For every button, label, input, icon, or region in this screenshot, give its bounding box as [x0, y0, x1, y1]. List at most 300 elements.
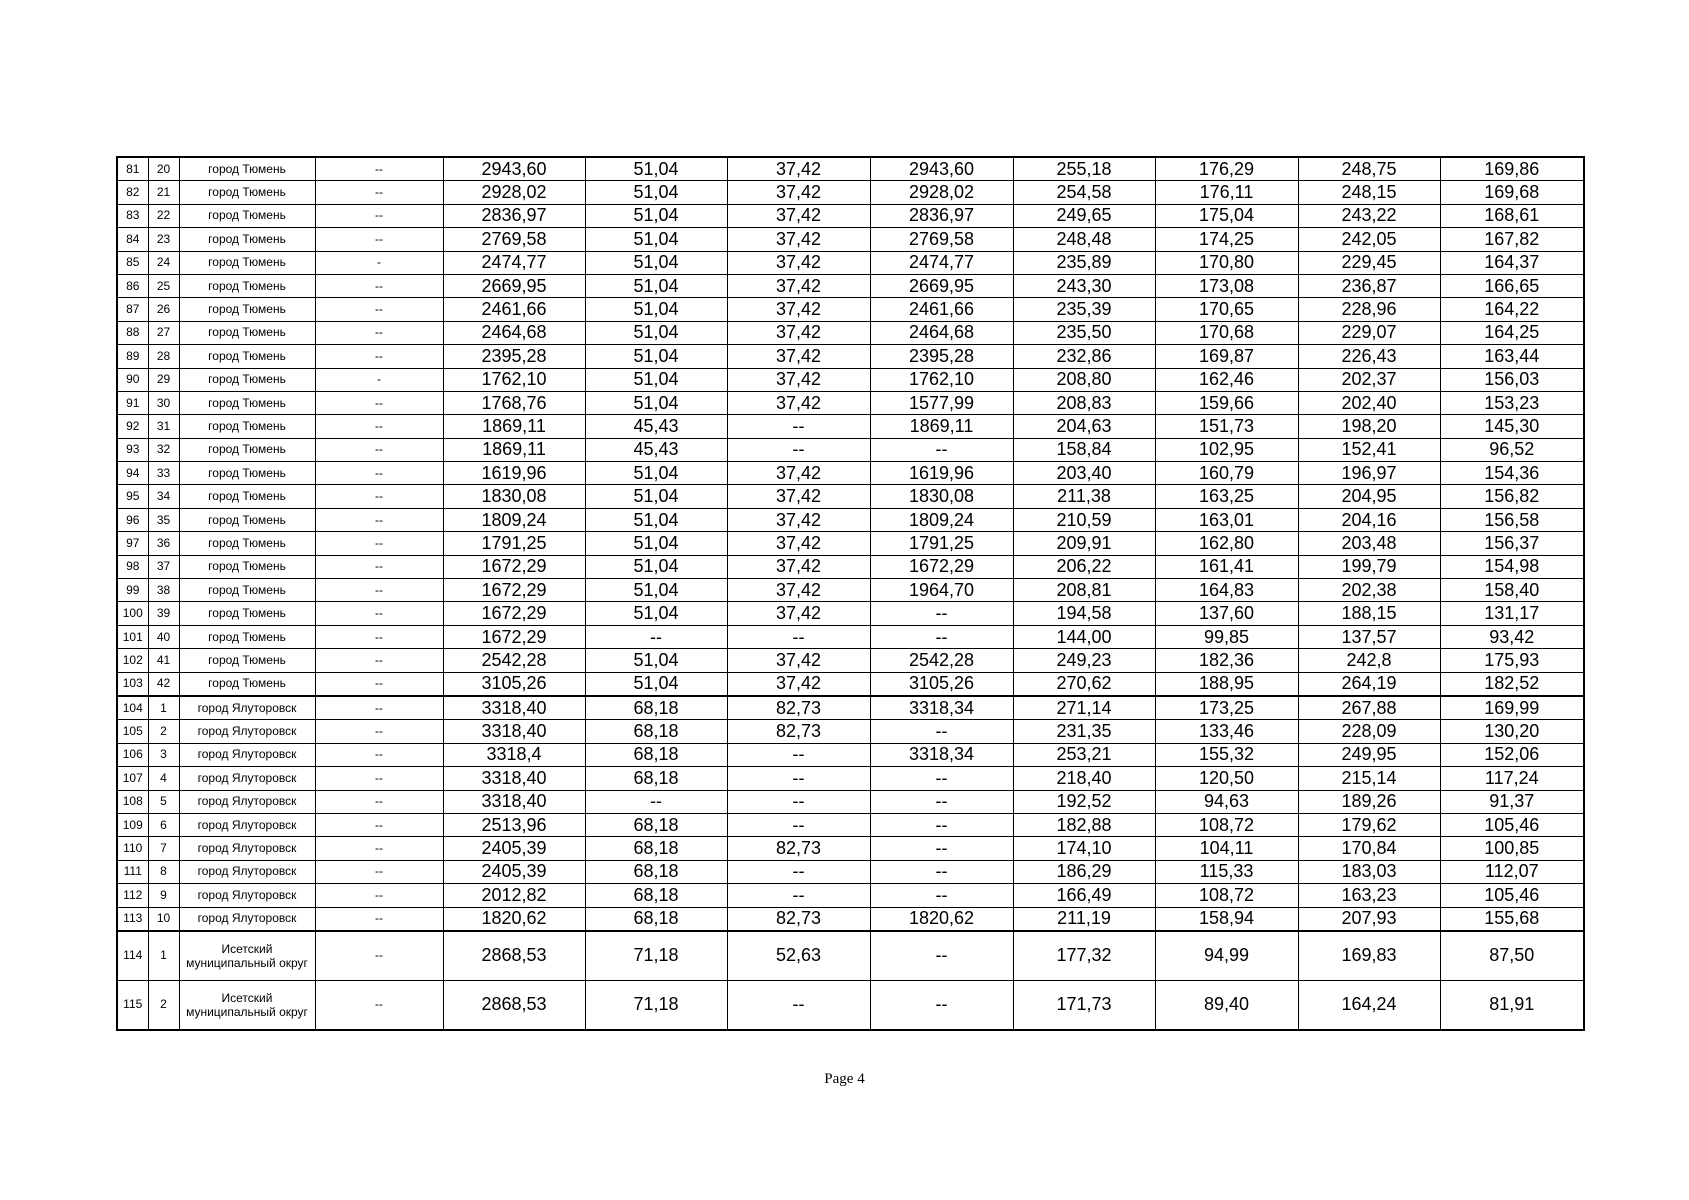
cell-dash-value: --	[315, 579, 443, 602]
cell-row-number: 114	[117, 931, 148, 981]
cell-place-name: город Тюмень	[179, 485, 315, 508]
table-body	[117, 157, 1584, 1030]
cell-value-4: 1577,99	[870, 391, 1013, 414]
cell-sub-number: 21	[148, 181, 179, 204]
cell-sub-number: 34	[148, 485, 179, 508]
cell-sub-number: 28	[148, 345, 179, 368]
cell-dash-value: --	[315, 181, 443, 204]
cell-value-1: 3318,40	[443, 720, 585, 743]
cell-place-name: Исетский муниципальный округ	[179, 931, 315, 981]
cell-value-2: --	[585, 790, 727, 813]
cell-value-5: 235,50	[1013, 321, 1155, 344]
cell-row-number: 83	[117, 204, 148, 227]
cell-dash-value: --	[315, 298, 443, 321]
cell-value-3: 37,42	[727, 228, 870, 251]
cell-value-1: 1869,11	[443, 438, 585, 461]
cell-dash-value: --	[315, 884, 443, 907]
cell-row-number: 85	[117, 251, 148, 274]
cell-value-2: 51,04	[585, 251, 727, 274]
cell-row-number: 111	[117, 860, 148, 883]
cell-value-1: 2769,58	[443, 228, 585, 251]
cell-value-7: 229,45	[1298, 251, 1440, 274]
cell-sub-number: 10	[148, 907, 179, 931]
cell-value-7: 198,20	[1298, 415, 1440, 438]
cell-place-name: город Тюмень	[179, 532, 315, 555]
cell-value-1: 1791,25	[443, 532, 585, 555]
cell-dash-value: --	[315, 907, 443, 931]
cell-value-6: 176,29	[1155, 157, 1298, 181]
cell-dash-value: --	[315, 508, 443, 531]
cell-value-6: 188,95	[1155, 672, 1298, 696]
cell-value-2: 68,18	[585, 696, 727, 720]
table-row	[117, 860, 1584, 883]
cell-value-6: 173,08	[1155, 274, 1298, 297]
cell-value-8: 93,42	[1440, 625, 1584, 648]
cell-value-8: 96,52	[1440, 438, 1584, 461]
cell-value-8: 182,52	[1440, 672, 1584, 696]
cell-value-4: --	[870, 767, 1013, 790]
cell-value-4: 2769,58	[870, 228, 1013, 251]
cell-value-8: 167,82	[1440, 228, 1584, 251]
cell-value-6: 160,79	[1155, 462, 1298, 485]
cell-value-3: 37,42	[727, 345, 870, 368]
cell-row-number: 96	[117, 508, 148, 531]
cell-sub-number: 37	[148, 555, 179, 578]
cell-place-name: город Ялуторовск	[179, 720, 315, 743]
cell-value-8: 175,93	[1440, 649, 1584, 672]
cell-place-name: город Тюмень	[179, 368, 315, 391]
cell-value-8: 156,82	[1440, 485, 1584, 508]
cell-value-4: 3318,34	[870, 696, 1013, 720]
cell-value-4: 3105,26	[870, 672, 1013, 696]
cell-sub-number: 35	[148, 508, 179, 531]
cell-value-2: 51,04	[585, 157, 727, 181]
data-table	[116, 156, 1585, 1031]
cell-dash-value: --	[315, 649, 443, 672]
cell-value-8: 153,23	[1440, 391, 1584, 414]
cell-value-1: 2868,53	[443, 980, 585, 1030]
cell-sub-number: 32	[148, 438, 179, 461]
table-row	[117, 790, 1584, 813]
cell-row-number: 95	[117, 485, 148, 508]
cell-sub-number: 5	[148, 790, 179, 813]
cell-value-1: 2395,28	[443, 345, 585, 368]
cell-value-3: 37,42	[727, 462, 870, 485]
cell-row-number: 81	[117, 157, 148, 181]
cell-sub-number: 3	[148, 743, 179, 766]
cell-value-4: 3318,34	[870, 743, 1013, 766]
table-row	[117, 579, 1584, 602]
table-row	[117, 391, 1584, 414]
cell-value-3: --	[727, 438, 870, 461]
table-row	[117, 720, 1584, 743]
cell-value-6: 94,99	[1155, 931, 1298, 981]
cell-sub-number: 31	[148, 415, 179, 438]
cell-value-7: 249,95	[1298, 743, 1440, 766]
cell-value-2: 51,04	[585, 555, 727, 578]
table-row	[117, 625, 1584, 648]
cell-value-5: 270,62	[1013, 672, 1155, 696]
cell-value-6: 182,36	[1155, 649, 1298, 672]
cell-value-8: 164,22	[1440, 298, 1584, 321]
cell-dash-value: --	[315, 980, 443, 1030]
cell-value-6: 158,94	[1155, 907, 1298, 931]
cell-value-4: 2836,97	[870, 204, 1013, 227]
cell-value-7: 242,8	[1298, 649, 1440, 672]
cell-value-4: 1619,96	[870, 462, 1013, 485]
cell-row-number: 115	[117, 980, 148, 1030]
cell-value-3: 37,42	[727, 391, 870, 414]
cell-value-3: 37,42	[727, 649, 870, 672]
cell-value-3: --	[727, 884, 870, 907]
cell-value-2: 51,04	[585, 485, 727, 508]
cell-value-2: 68,18	[585, 720, 727, 743]
cell-sub-number: 27	[148, 321, 179, 344]
cell-place-name: город Тюмень	[179, 181, 315, 204]
table-row	[117, 157, 1584, 181]
cell-value-6: 94,63	[1155, 790, 1298, 813]
cell-value-7: 170,84	[1298, 837, 1440, 860]
cell-value-3: 37,42	[727, 508, 870, 531]
cell-value-1: 2461,66	[443, 298, 585, 321]
cell-value-2: 68,18	[585, 837, 727, 860]
cell-value-2: 51,04	[585, 462, 727, 485]
cell-value-7: 228,09	[1298, 720, 1440, 743]
cell-value-7: 264,19	[1298, 672, 1440, 696]
cell-value-4: 2928,02	[870, 181, 1013, 204]
table-row	[117, 743, 1584, 766]
cell-place-name: город Тюмень	[179, 462, 315, 485]
cell-value-6: 175,04	[1155, 204, 1298, 227]
cell-value-2: 51,04	[585, 228, 727, 251]
cell-value-4: 1809,24	[870, 508, 1013, 531]
cell-value-1: 3318,4	[443, 743, 585, 766]
cell-row-number: 112	[117, 884, 148, 907]
cell-value-5: 249,65	[1013, 204, 1155, 227]
cell-value-3: 37,42	[727, 602, 870, 625]
cell-value-6: 170,68	[1155, 321, 1298, 344]
cell-row-number: 93	[117, 438, 148, 461]
cell-value-5: 204,63	[1013, 415, 1155, 438]
cell-value-1: 1820,62	[443, 907, 585, 931]
table-row	[117, 508, 1584, 531]
cell-value-4: --	[870, 980, 1013, 1030]
cell-value-6: 161,41	[1155, 555, 1298, 578]
cell-value-8: 164,25	[1440, 321, 1584, 344]
cell-value-6: 115,33	[1155, 860, 1298, 883]
cell-value-4: 1964,70	[870, 579, 1013, 602]
cell-value-6: 170,80	[1155, 251, 1298, 274]
cell-value-3: 37,42	[727, 532, 870, 555]
cell-place-name: город Ялуторовск	[179, 837, 315, 860]
cell-sub-number: 24	[148, 251, 179, 274]
cell-value-5: 208,83	[1013, 391, 1155, 414]
cell-place-name: город Тюмень	[179, 345, 315, 368]
cell-value-8: 166,65	[1440, 274, 1584, 297]
cell-value-1: 2405,39	[443, 860, 585, 883]
cell-value-1: 1762,10	[443, 368, 585, 391]
table-row	[117, 485, 1584, 508]
cell-value-3: 82,73	[727, 696, 870, 720]
cell-dash-value: --	[315, 391, 443, 414]
table-row	[117, 980, 1584, 1030]
cell-value-2: 71,18	[585, 931, 727, 981]
cell-row-number: 92	[117, 415, 148, 438]
cell-value-7: 236,87	[1298, 274, 1440, 297]
cell-value-8: 163,44	[1440, 345, 1584, 368]
table-row	[117, 649, 1584, 672]
table-row	[117, 274, 1584, 297]
cell-value-8: 169,86	[1440, 157, 1584, 181]
cell-value-6: 159,66	[1155, 391, 1298, 414]
cell-value-5: 203,40	[1013, 462, 1155, 485]
cell-dash-value: --	[315, 625, 443, 648]
cell-value-7: 137,57	[1298, 625, 1440, 648]
cell-value-2: 51,04	[585, 345, 727, 368]
cell-row-number: 101	[117, 625, 148, 648]
cell-value-6: 108,72	[1155, 813, 1298, 836]
cell-place-name: город Тюмень	[179, 274, 315, 297]
cell-value-6: 169,87	[1155, 345, 1298, 368]
cell-value-5: 253,21	[1013, 743, 1155, 766]
cell-value-1: 1768,76	[443, 391, 585, 414]
cell-sub-number: 29	[148, 368, 179, 391]
cell-value-3: --	[727, 415, 870, 438]
cell-sub-number: 33	[148, 462, 179, 485]
cell-value-3: --	[727, 767, 870, 790]
cell-dash-value: --	[315, 532, 443, 555]
cell-value-8: 117,24	[1440, 767, 1584, 790]
cell-row-number: 113	[117, 907, 148, 931]
cell-value-7: 207,93	[1298, 907, 1440, 931]
cell-value-5: 186,29	[1013, 860, 1155, 883]
cell-place-name: город Тюмень	[179, 649, 315, 672]
cell-value-5: 192,52	[1013, 790, 1155, 813]
cell-row-number: 103	[117, 672, 148, 696]
cell-value-3: 82,73	[727, 907, 870, 931]
cell-value-5: 174,10	[1013, 837, 1155, 860]
table-row	[117, 767, 1584, 790]
cell-value-7: 179,62	[1298, 813, 1440, 836]
cell-value-8: 156,03	[1440, 368, 1584, 391]
cell-value-6: 176,11	[1155, 181, 1298, 204]
table-row	[117, 321, 1584, 344]
cell-place-name: город Тюмень	[179, 391, 315, 414]
cell-value-3: --	[727, 743, 870, 766]
table-row	[117, 368, 1584, 391]
table-row	[117, 228, 1584, 251]
cell-value-7: 183,03	[1298, 860, 1440, 883]
cell-value-7: 228,96	[1298, 298, 1440, 321]
cell-value-3: 52,63	[727, 931, 870, 981]
cell-value-5: 209,91	[1013, 532, 1155, 555]
cell-value-2: 51,04	[585, 672, 727, 696]
table-row	[117, 462, 1584, 485]
cell-sub-number: 1	[148, 931, 179, 981]
cell-value-6: 164,83	[1155, 579, 1298, 602]
cell-value-5: 218,40	[1013, 767, 1155, 790]
cell-value-2: 68,18	[585, 767, 727, 790]
cell-value-2: --	[585, 625, 727, 648]
cell-sub-number: 8	[148, 860, 179, 883]
table-row	[117, 672, 1584, 696]
cell-value-6: 173,25	[1155, 696, 1298, 720]
cell-value-8: 100,85	[1440, 837, 1584, 860]
cell-dash-value: --	[315, 672, 443, 696]
cell-value-5: 232,86	[1013, 345, 1155, 368]
cell-value-4: 2395,28	[870, 345, 1013, 368]
cell-value-3: 37,42	[727, 274, 870, 297]
cell-dash-value: --	[315, 345, 443, 368]
cell-value-1: 2542,28	[443, 649, 585, 672]
table-row	[117, 931, 1584, 981]
cell-place-name: город Ялуторовск	[179, 884, 315, 907]
cell-value-5: 208,81	[1013, 579, 1155, 602]
cell-place-name: город Ялуторовск	[179, 767, 315, 790]
cell-value-3: 37,42	[727, 251, 870, 274]
cell-value-5: 166,49	[1013, 884, 1155, 907]
cell-dash-value: --	[315, 438, 443, 461]
cell-value-8: 156,37	[1440, 532, 1584, 555]
cell-row-number: 90	[117, 368, 148, 391]
cell-value-5: 171,73	[1013, 980, 1155, 1030]
cell-value-2: 51,04	[585, 321, 727, 344]
cell-value-1: 3318,40	[443, 767, 585, 790]
cell-dash-value: --	[315, 555, 443, 578]
cell-value-1: 2868,53	[443, 931, 585, 981]
cell-sub-number: 40	[148, 625, 179, 648]
cell-value-7: 202,38	[1298, 579, 1440, 602]
cell-value-8: 168,61	[1440, 204, 1584, 227]
cell-sub-number: 22	[148, 204, 179, 227]
cell-place-name: город Ялуторовск	[179, 907, 315, 931]
cell-row-number: 107	[117, 767, 148, 790]
cell-value-7: 248,15	[1298, 181, 1440, 204]
cell-value-7: 242,05	[1298, 228, 1440, 251]
cell-dash-value: --	[315, 696, 443, 720]
table-row	[117, 415, 1584, 438]
cell-value-6: 155,32	[1155, 743, 1298, 766]
table-row	[117, 907, 1584, 931]
cell-value-4: --	[870, 931, 1013, 981]
cell-value-6: 163,25	[1155, 485, 1298, 508]
cell-value-6: 151,73	[1155, 415, 1298, 438]
cell-value-3: 37,42	[727, 181, 870, 204]
cell-sub-number: 41	[148, 649, 179, 672]
cell-value-8: 154,36	[1440, 462, 1584, 485]
cell-value-2: 51,04	[585, 532, 727, 555]
cell-value-4: --	[870, 720, 1013, 743]
cell-value-2: 51,04	[585, 274, 727, 297]
cell-value-4: 1830,08	[870, 485, 1013, 508]
cell-value-6: 120,50	[1155, 767, 1298, 790]
cell-value-1: 1672,29	[443, 602, 585, 625]
cell-value-2: 51,04	[585, 181, 727, 204]
cell-place-name: Исетский муниципальный округ	[179, 980, 315, 1030]
cell-value-4: 2474,77	[870, 251, 1013, 274]
cell-value-8: 131,17	[1440, 602, 1584, 625]
cell-value-4: --	[870, 790, 1013, 813]
cell-value-1: 1672,29	[443, 579, 585, 602]
cell-sub-number: 7	[148, 837, 179, 860]
cell-value-6: 133,46	[1155, 720, 1298, 743]
cell-value-4: --	[870, 837, 1013, 860]
cell-value-7: 199,79	[1298, 555, 1440, 578]
cell-value-2: 51,04	[585, 579, 727, 602]
cell-value-4: --	[870, 438, 1013, 461]
cell-row-number: 94	[117, 462, 148, 485]
cell-value-5: 144,00	[1013, 625, 1155, 648]
cell-value-1: 1830,08	[443, 485, 585, 508]
cell-value-8: 156,58	[1440, 508, 1584, 531]
cell-row-number: 105	[117, 720, 148, 743]
cell-dash-value: --	[315, 931, 443, 981]
cell-value-3: 37,42	[727, 368, 870, 391]
cell-row-number: 87	[117, 298, 148, 321]
cell-value-5: 254,58	[1013, 181, 1155, 204]
cell-value-8: 87,50	[1440, 931, 1584, 981]
table-row	[117, 602, 1584, 625]
cell-place-name: город Тюмень	[179, 438, 315, 461]
cell-row-number: 102	[117, 649, 148, 672]
cell-value-7: 248,75	[1298, 157, 1440, 181]
cell-value-6: 174,25	[1155, 228, 1298, 251]
cell-sub-number: 9	[148, 884, 179, 907]
table-row	[117, 884, 1584, 907]
cell-dash-value: --	[315, 321, 443, 344]
cell-value-4: --	[870, 884, 1013, 907]
cell-value-4: 1762,10	[870, 368, 1013, 391]
cell-place-name: город Тюмень	[179, 298, 315, 321]
cell-sub-number: 38	[148, 579, 179, 602]
cell-value-8: 81,91	[1440, 980, 1584, 1030]
cell-value-8: 105,46	[1440, 813, 1584, 836]
cell-sub-number: 4	[148, 767, 179, 790]
cell-value-5: 249,23	[1013, 649, 1155, 672]
cell-value-1: 2928,02	[443, 181, 585, 204]
cell-place-name: город Тюмень	[179, 508, 315, 531]
cell-dash-value: --	[315, 837, 443, 860]
cell-value-8: 152,06	[1440, 743, 1584, 766]
cell-dash-value: --	[315, 204, 443, 227]
cell-dash-value: --	[315, 720, 443, 743]
cell-value-7: 188,15	[1298, 602, 1440, 625]
cell-value-2: 68,18	[585, 743, 727, 766]
cell-place-name: город Тюмень	[179, 415, 315, 438]
cell-sub-number: 2	[148, 720, 179, 743]
cell-sub-number: 36	[148, 532, 179, 555]
cell-value-5: 182,88	[1013, 813, 1155, 836]
cell-value-7: 152,41	[1298, 438, 1440, 461]
cell-value-2: 68,18	[585, 813, 727, 836]
cell-value-4: 2542,28	[870, 649, 1013, 672]
cell-place-name: город Тюмень	[179, 321, 315, 344]
cell-value-3: 37,42	[727, 672, 870, 696]
cell-value-8: 105,46	[1440, 884, 1584, 907]
table-row	[117, 696, 1584, 720]
cell-sub-number: 20	[148, 157, 179, 181]
cell-value-5: 231,35	[1013, 720, 1155, 743]
cell-value-1: 2513,96	[443, 813, 585, 836]
cell-place-name: город Тюмень	[179, 625, 315, 648]
cell-value-7: 196,97	[1298, 462, 1440, 485]
cell-value-5: 158,84	[1013, 438, 1155, 461]
cell-value-1: 1619,96	[443, 462, 585, 485]
cell-value-3: 37,42	[727, 555, 870, 578]
table-row	[117, 438, 1584, 461]
cell-dash-value: --	[315, 228, 443, 251]
cell-sub-number: 6	[148, 813, 179, 836]
